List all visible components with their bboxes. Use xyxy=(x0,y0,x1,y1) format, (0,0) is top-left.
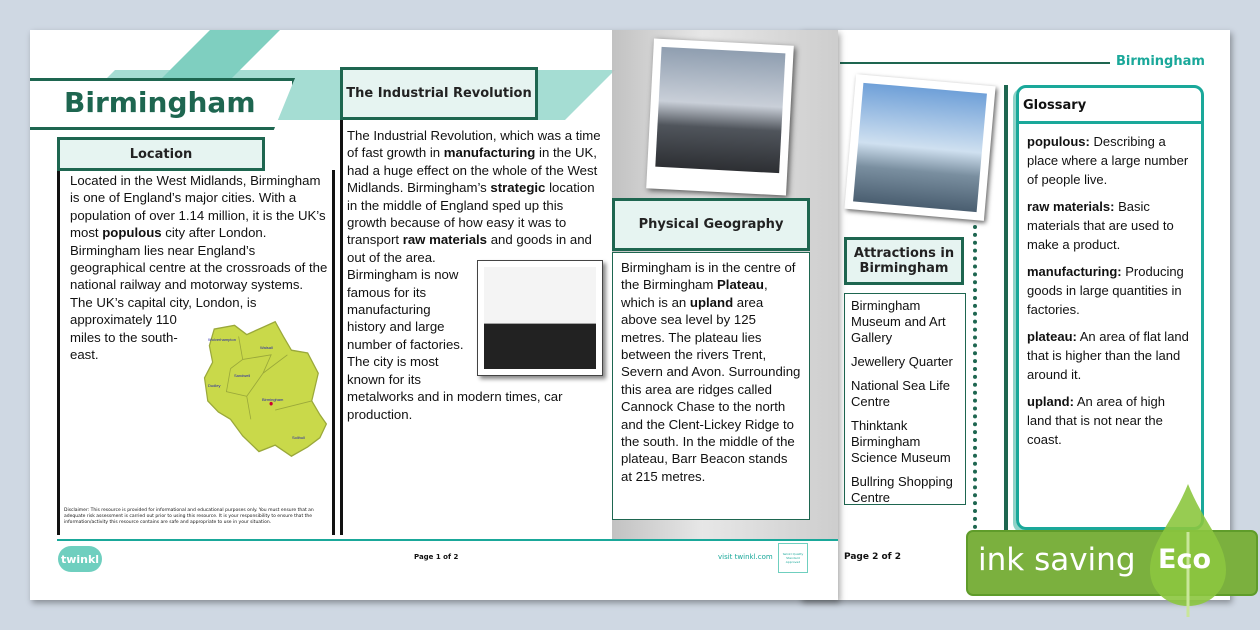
city-photo xyxy=(646,38,794,195)
attractions-heading: Attractions in Birmingham xyxy=(844,237,964,285)
location-heading: Location xyxy=(57,137,265,171)
column-rule xyxy=(1004,85,1008,540)
map-label-solihull: Solihull xyxy=(292,435,305,440)
attraction-item: Birmingham Museum and Art Gallery xyxy=(851,298,946,345)
glossary-entry: populous: Describing a place where a large number of people live. xyxy=(1027,134,1189,187)
industrial-heading: The Industrial Revolution xyxy=(340,67,538,120)
photo-2 xyxy=(844,74,995,221)
factory-photo xyxy=(477,260,603,376)
attraction-item: Bullring Shopping Centre xyxy=(851,474,953,505)
header-rule xyxy=(840,62,1110,64)
mid-column-rule xyxy=(340,120,343,535)
location-text: Wolverhampton Walsall Dudley Sandwell Birmingham Solihull Located in the West Midlands, Birmingham is one of England’s major cities. With a population of over 1.14 million, it is the UK’s most populous city after London. Birmingham lies near England’s geographical centre at the crossroads of the national railway and motorway systems. The UK’s capital city, London, is approximately 110 miles to the south-east. xyxy=(70,172,328,458)
page-title: Birmingham xyxy=(64,86,256,119)
attraction-item: Jewellery Quarter xyxy=(851,354,953,369)
geography-text: Birmingham is in the centre of the Birmingham Plateau, which is an upland area above sea level by 125 metres. The plateau lies between the rivers Trent, Severn and Avon. Surrounding this area are ridges called Cannock Chase to the north and the Clent-Lickey Ridge to the south. In the middle of the plateau, Barr Beacon stands at 215 metres. xyxy=(612,252,810,520)
glossary-heading: Glossary xyxy=(1019,94,1201,124)
industrial-text: The Industrial Revolution, which was a time of fast growth in manufacturing in the UK, had a huge effect on the whole of the West Midlands. Birmingham’s strategic location in the middle of England sped up this growth because of how easy it was to transport raw materials and goods in and out of the area. Birmingham is now famous for its manufacturing history and large number of factories. The city is most known for its metalworks and in modern times, car production. xyxy=(347,127,603,423)
west-midlands-map xyxy=(198,318,328,458)
ink-saving-label: ink saving xyxy=(978,542,1136,578)
glossary-entry: upland: An area of high land that is not near the coast. xyxy=(1027,394,1166,447)
footer-rule xyxy=(57,539,838,541)
page-2-number: Page 2 of 2 xyxy=(844,552,901,562)
visit-twinkl-link[interactable]: visit twinkl.com xyxy=(718,553,773,561)
disclaimer: Disclaimer: This resource is provided for informational and educational purposes only. You must ensure that an adequate risk assessment is carried out prior to using this resource. It is your responsibility to ensure that the information/activity this resource contains are safe and appropriate to use in your situation. xyxy=(64,508,314,525)
map-label-dudley: Dudley xyxy=(208,383,221,388)
dotted-divider xyxy=(973,225,977,545)
glossary-entry: plateau: An area of flat land that is higher than the land around it. xyxy=(1027,329,1189,382)
map-label-wolverhampton: Wolverhampton xyxy=(208,337,236,342)
page-1 xyxy=(30,30,838,600)
attraction-item: Thinktank Birmingham Science Museum xyxy=(851,418,951,465)
map-label-sandwell: Sandwell xyxy=(234,373,251,378)
quality-badge: twinkl Quality Standard Approved xyxy=(778,543,808,573)
glossary-box xyxy=(1016,85,1204,530)
glossary-entry: raw materials: Basic materials that are used to make a product. xyxy=(1027,199,1174,252)
page-1-number: Page 1 of 2 xyxy=(414,553,459,561)
map-label-birmingham: Birmingham xyxy=(262,397,284,402)
twinkl-logo[interactable]: twinkl xyxy=(58,546,102,572)
page-2-header: Birmingham xyxy=(1116,54,1205,69)
attractions-list xyxy=(844,293,966,505)
glossary-entry: manufacturing: Producing goods in large quantities in factories. xyxy=(1027,264,1184,317)
attraction-item: National Sea Life Centre xyxy=(851,378,951,409)
geography-heading: Physical Geography xyxy=(612,198,810,251)
map-label-walsall: Walsall xyxy=(260,345,273,350)
eco-label: Eco xyxy=(1158,544,1211,575)
